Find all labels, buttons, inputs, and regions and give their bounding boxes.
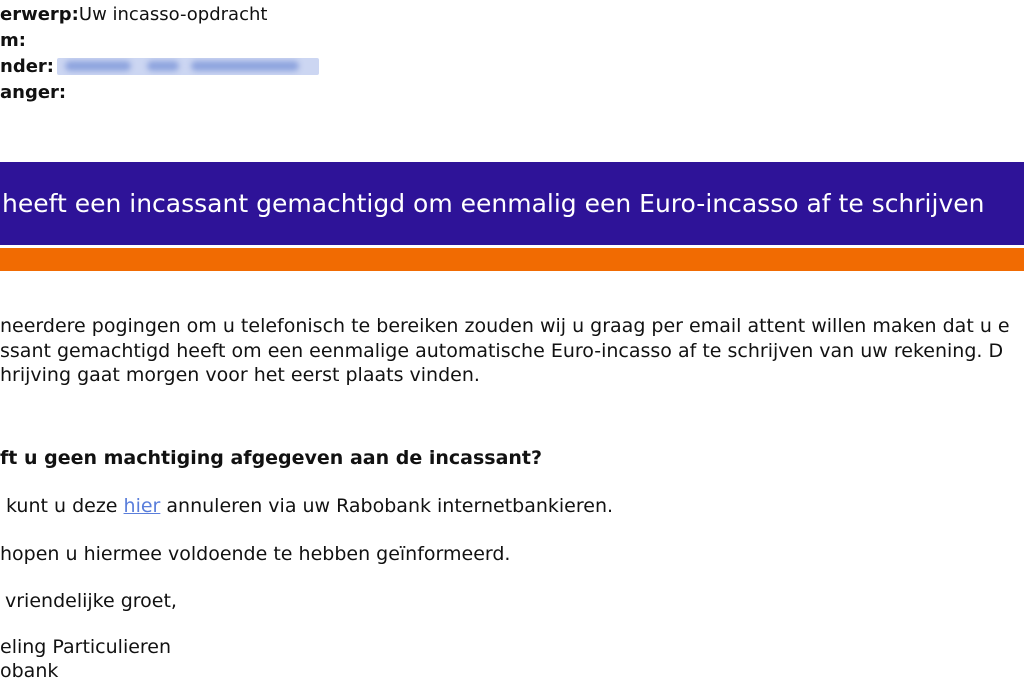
cancel-suffix: annuleren via uw Rabobank internetbankieren. xyxy=(160,495,614,517)
cancel-instruction-line xyxy=(6,495,613,517)
signature-bank: obank xyxy=(0,660,59,682)
cancel-prefix: kunt u deze xyxy=(6,495,124,517)
header-field-date xyxy=(0,28,319,54)
body-paragraph-line: hrijving gaat morgen voor het eerst plaats vinden. xyxy=(0,364,480,386)
redaction-blob xyxy=(191,61,299,71)
date-label: m: xyxy=(0,30,26,51)
header-field-subject xyxy=(0,2,319,28)
redaction-blob xyxy=(147,61,179,71)
hier-link[interactable]: hier xyxy=(123,495,161,517)
redacted-sender-address xyxy=(57,58,319,75)
alert-banner-text: heeft een incassant gemachtigd om eenmalig een Euro-incasso af te schrijven xyxy=(2,189,985,218)
header-field-sender xyxy=(0,54,319,80)
alert-banner xyxy=(0,162,1024,245)
header-field-recipient xyxy=(0,80,319,106)
subject-label: erwerp: xyxy=(0,4,79,25)
mail-header-block xyxy=(0,2,319,106)
body-paragraph-line: ssant gemachtigd heeft om een eenmalige automatische Euro-incasso af te schrijven van uw rekening. D xyxy=(0,340,1004,362)
recipient-label: anger: xyxy=(0,82,67,103)
question-heading: ft u geen machtiging afgegeven aan de incassant? xyxy=(0,447,543,469)
redaction-blob xyxy=(65,61,131,71)
subject-value: Uw incasso-opdracht xyxy=(78,4,268,25)
informed-line: hopen u hiermee voldoende te hebben geïnformeerd. xyxy=(0,543,511,565)
closing-line: vriendelijke groet, xyxy=(5,590,177,612)
orange-divider-bar xyxy=(0,248,1024,271)
sender-label: nder: xyxy=(0,56,54,77)
signature-department: eling Particulieren xyxy=(0,636,172,658)
body-paragraph-line: neerdere pogingen om u telefonisch te bereiken zouden wij u graag per email attent willen maken dat u e xyxy=(0,315,1010,337)
